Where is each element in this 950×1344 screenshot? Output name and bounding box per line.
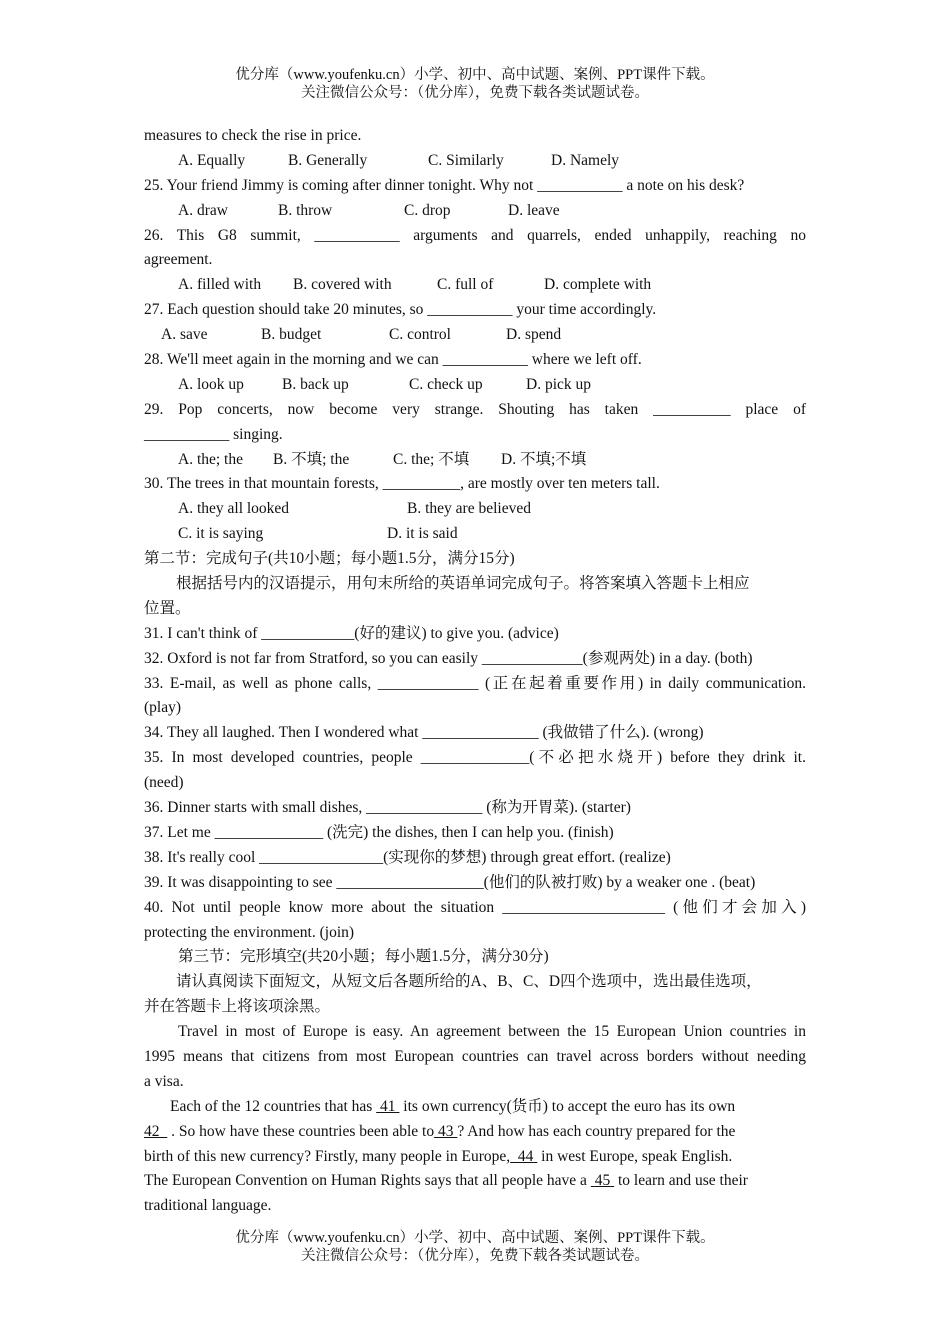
q29-stem: 29. Pop concerts, now become very strange. Shouting has taken __________ place of <box>144 400 806 418</box>
q25-stem: 25. Your friend Jimmy is coming after dinner tonight. Why not ___________ a note on his desk? <box>144 176 745 194</box>
q28-option-d: D. pick up <box>526 375 592 393</box>
page-footer <box>0 1229 950 1265</box>
q25-option-a: A. draw <box>178 201 228 219</box>
passage-text: Each of the 12 countries that has <box>170 1097 377 1115</box>
blank-41-number: 41 <box>380 1097 396 1115</box>
sentence-35-cont: (need) <box>144 774 184 792</box>
q27-option-c: C. control <box>389 326 451 344</box>
q29-stem-cont: ___________ singing. <box>144 425 283 443</box>
q24-option-c: C. Similarly <box>428 151 504 169</box>
q26-option-a: A. filled with <box>178 276 262 294</box>
blank-45-number: 45 <box>594 1172 611 1190</box>
exam-content <box>144 124 806 1219</box>
sentence-38: 38. It's really cool ________________(实现你的梦想) through great effort. (realize) <box>144 848 671 866</box>
q30-option-d: D. it is said <box>387 525 458 543</box>
blank-42 <box>144 1123 167 1140</box>
q25-option-c: C. drop <box>404 201 451 219</box>
passage-text: birth of this new currency? Firstly, many people in Europe, <box>144 1147 511 1165</box>
q27-option-b: B. budget <box>261 326 322 344</box>
section3-instructions-1: 请认真阅读下面短文，从短文后各题所给的A、B、C、D四个选项中，选出最佳选项， <box>176 973 762 991</box>
q25-option-d: D. leave <box>508 201 560 219</box>
q28-stem: 28. We'll meet again in the morning and we can ___________ where we left off. <box>144 351 642 369</box>
q27-option-a: A. save <box>161 326 208 344</box>
q26-stem: 26. This G8 summit, ___________ arguments and quarrels, ended unhappily, reaching no <box>144 226 806 244</box>
passage-text: ? And how has each country prepared for the <box>457 1122 736 1140</box>
q24-tail: measures to check the rise in price. <box>144 127 362 144</box>
q24-options <box>144 149 806 174</box>
blank-45 <box>591 1172 614 1189</box>
q26-options <box>144 273 806 298</box>
sentence-39: 39. It was disappointing to see ___________________(他们的队被打败) by a weaker one . (beat) <box>144 873 756 891</box>
sentence-35: 35. In most developed countries, people ______________(不必把水烧开) before they drink it. <box>144 749 806 767</box>
sentence-36: 36. Dinner starts with small dishes, _______________ (称为开胃菜). (starter) <box>144 799 631 817</box>
section3-title: 第三节：完形填空(共20小题；每小题1.5分，满分30分) <box>178 948 549 966</box>
q24-option-b: B. Generally <box>288 151 368 169</box>
q25-option-b: B. throw <box>278 201 333 219</box>
q28-option-c: C. check up <box>409 375 483 393</box>
q27-stem: 27. Each question should take 20 minutes, so ___________ your time accordingly. <box>144 301 657 319</box>
passage-p1-line2: 1995 means that citizens from most European countries can travel across borders without needing <box>144 1047 806 1065</box>
sentence-37: 37. Let me ______________ (洗完) the dishes, then I can help you. (finish) <box>144 823 614 841</box>
passage-text: . So how have these countries been able to <box>167 1122 435 1140</box>
passage-p2-line5: traditional language. <box>144 1197 272 1215</box>
q29-option-b: B. 不填; the <box>273 450 350 468</box>
sentence-33: 33. E-mail, as well as phone calls, _____________ (正在起着重要作用) in daily communication. <box>144 674 806 692</box>
passage-p1-line1: Travel in most of Europe is easy. An agreement between the 15 European Union countries in <box>178 1023 806 1041</box>
blank-44 <box>510 1148 537 1165</box>
q30-option-a: A. they all looked <box>178 500 290 518</box>
sentence-33-cont: (play) <box>144 699 182 717</box>
q28-option-b: B. back up <box>282 375 349 393</box>
q28-options <box>144 373 806 398</box>
q29-option-a: A. the; the <box>178 450 243 468</box>
sentence-34: 34. They all laughed. Then I wondered what _______________ (我做错了什么). (wrong) <box>144 724 704 742</box>
q27-option-d: D. spend <box>506 326 562 344</box>
blank-41 <box>376 1098 399 1115</box>
page-header <box>0 66 950 102</box>
blank-43-number: 43 <box>438 1122 454 1140</box>
section2-instructions-1: 根据括号内的汉语提示，用句末所给的英语单词完成句子。将答案填入答题卡上相应 <box>176 575 750 593</box>
section2-title: 第二节：完成句子(共10小题；每小题1.5分，满分15分) <box>144 550 515 568</box>
passage-text: The European Convention on Human Rights says that all people have a <box>144 1172 591 1190</box>
passage-text: to learn and use their <box>614 1172 748 1190</box>
passage-p2-line4 <box>144 1169 806 1194</box>
q30-stem: 30. The trees in that mountain forests, __________, are mostly over ten meters tall. <box>144 475 660 493</box>
passage-text: in west Europe, speak English. <box>537 1147 733 1165</box>
q26-stem-cont: agreement. <box>144 251 213 269</box>
section2-instructions-2: 位置。 <box>144 599 191 617</box>
footer-line-2: 关注微信公众号：（优分库），免费下载各类试题试卷。 <box>301 1248 649 1264</box>
q24-option-d: D. Namely <box>551 151 620 169</box>
q25-options <box>144 199 806 224</box>
q29-options <box>144 448 806 473</box>
q29-option-d: D. 不填;不填 <box>501 450 587 468</box>
section3-instructions-2: 并在答题卡上将该项涂黑。 <box>144 998 331 1016</box>
passage-p2-line2 <box>144 1120 806 1145</box>
q30-option-b: B. they are believed <box>407 500 531 518</box>
passage-p2-line3 <box>144 1145 806 1170</box>
sentence-31: 31. I can't think of ____________(好的建议) to give you. (advice) <box>144 624 559 642</box>
q30-options-row2 <box>144 522 806 547</box>
passage-text: its own currency(货币) to accept the euro has its own <box>399 1097 736 1115</box>
blank-43 <box>434 1123 457 1140</box>
q24-option-a: A. Equally <box>178 151 246 169</box>
q26-option-d: D. complete with <box>544 276 652 294</box>
q26-option-c: C. full of <box>437 276 494 294</box>
blank-42-number: 42 <box>144 1122 160 1140</box>
q26-option-b: B. covered with <box>293 276 392 294</box>
sentence-40: 40. Not until people know more about the situation _____________________ (他们才会加入) <box>144 898 806 916</box>
header-line-2: 关注微信公众号：（优分库），免费下载各类试题试卷。 <box>301 85 649 101</box>
q30-options-row1 <box>144 497 806 522</box>
blank-44-number: 44 <box>517 1147 534 1165</box>
q29-option-c: C. the; 不填 <box>393 450 470 468</box>
sentence-40-cont: protecting the environment. (join) <box>144 923 355 941</box>
footer-line-1: 优分库（www.youfenku.cn）小学、初中、高中试题、案例、PPT课件下载。 <box>235 1230 715 1246</box>
q28-option-a: A. look up <box>178 375 244 393</box>
q27-options <box>144 323 806 348</box>
sentence-32: 32. Oxford is not far from Stratford, so you can easily _____________(参观两处) in a day. (both) <box>144 649 753 667</box>
header-line-1: 优分库（www.youfenku.cn）小学、初中、高中试题、案例、PPT课件下载。 <box>235 67 715 83</box>
q30-option-c: C. it is saying <box>178 525 264 543</box>
passage-p1-line3: a visa. <box>144 1072 184 1090</box>
passage-p2-line1 <box>144 1095 806 1120</box>
